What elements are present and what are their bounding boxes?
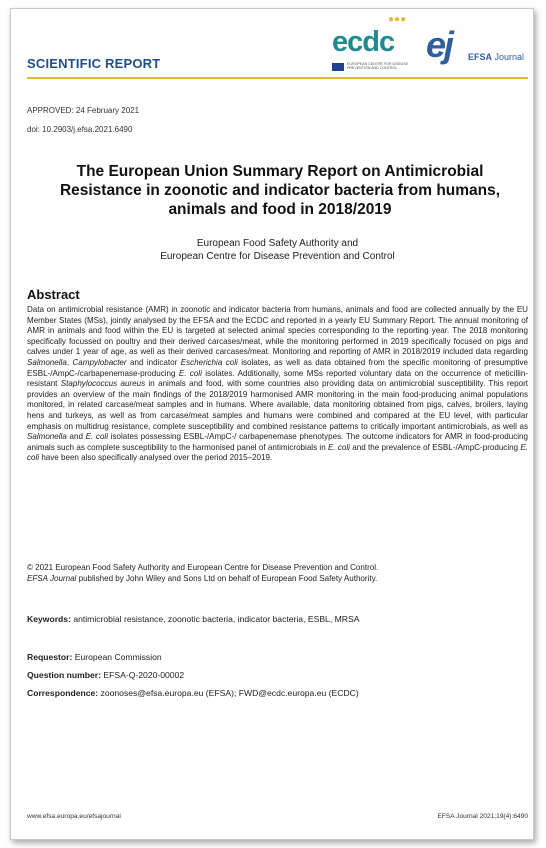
author-line-2: European Centre for Disease Prevention and Control — [160, 251, 395, 262]
author-line-1: European Food Safety Authority and — [196, 238, 359, 249]
efsa-journal-logo: ej — [426, 24, 453, 65]
abstract-body: Data on antimicrobial resistance (AMR) in zoonotic and indicator bacteria from humans, animals and food are collected annually by the EU Member States (MSs), jointly analysed by the EFSA and the ECDC and reported in a yearly EU Summary Report. The annual monitoring of AMR in animals and food within the EU is targeted at selected animal species corresponding to the reporting year. The 2018 monitoring specifically focussed on poultry and their derived carcases/meat, while the monitoring performed in 2019 specifically focused on pigs and calves under 1 year of age, as well as their derived carcases/meat. Monitoring and reporting of AMR in 2018/2019 included data regarding Salmonella, Campylobacter and indicator Escherichia coli isolates, as well as data obtained from the specific monitoring of presumptive ESBL-/AmpC-/carbapenemase-producing E. coli isolates. Additionally, some MSs reported voluntary data on the occurrence of meticillin-resistant Staphylococcus aureus in animals and food, with some countries also providing data on antimicrobial susceptibility. This report provides an overview of the main findings of the 2018/2019 harmonised AMR monitoring in the main food-producing animal populations monitored, in related carcase/meat samples and in humans. Where available, data monitoring obtained from pigs, calves, broilers, laying hens and turkeys, as well as from carcase/meat samples and humans were combined and compared at the EU level, with particular emphasis on multidrug resistance, complete susceptibility and combined resistance patterns to critically important antimicrobials, as well as Salmonella and E. coli isolates possessing ESBL-/AmpC-/ carbapenemase phenotypes. The outcome indicators for AMR in food-producing animals such as complete susceptibility to the harmonised panel of antimicrobials in E. coli and the prevalence of ESBL-/AmpC-producing E. coli have been also specifically analysed over the period 2015–2019. — [27, 305, 529, 463]
report-type-label: SCIENTIFIC REPORT — [27, 56, 161, 71]
publisher-logos — [328, 12, 528, 76]
ecdc-subtext: EUROPEAN CENTRE FOR DISEASE PREVENTION AND CONTROL — [347, 62, 409, 70]
ecdc-logo: ecdc — [332, 26, 395, 58]
journal-citation: EFSA Journal 2021;19(4):6490 — [437, 813, 528, 820]
efsa-journal-wordmark: EFSA Journal — [468, 52, 525, 62]
doi-link[interactable]: doi: 10.2903/j.efsa.2021.6490 — [27, 125, 133, 134]
copyright-notice: © 2021 European Food Safety Authority and European Centre for Disease Prevention and Control. EFSA Journal published by John Wiley and Sons Ltd on behalf of European Food Safety Authority. — [27, 563, 379, 583]
document-title: The European Union Summary Report on Antimicrobial Resistance in zoonotic and indicator bacteria from humans, animals and food in 2018/2019 — [59, 163, 501, 218]
approved-date: APPROVED: 24 February 2021 — [27, 106, 140, 115]
correspondence: Correspondence: zoonoses@efsa.europa.eu (EFSA); FWD@ecdc.europa.eu (ECDC) — [27, 688, 359, 698]
requestor: Requestor: European Commission — [27, 652, 162, 662]
header-divider — [27, 77, 528, 79]
logo-dots-icon: ●●● — [388, 14, 407, 25]
correspondence-emails[interactable]: zoonoses@efsa.europa.eu (EFSA); FWD@ecdc.europa.eu (ECDC) — [98, 688, 359, 698]
abstract-heading: Abstract — [27, 287, 80, 302]
page-footer — [27, 813, 528, 820]
keywords: Keywords: antimicrobial resistance, zoonotic bacteria, indicator bacteria, ESBL, MRSA — [27, 614, 360, 624]
eu-flag-icon — [332, 63, 344, 71]
journal-url-link[interactable]: www.efsa.europa.eu/efsajournal — [27, 813, 121, 820]
question-number: Question number: EFSA-Q-2020-00002 — [27, 670, 185, 680]
authors — [27, 237, 528, 263]
